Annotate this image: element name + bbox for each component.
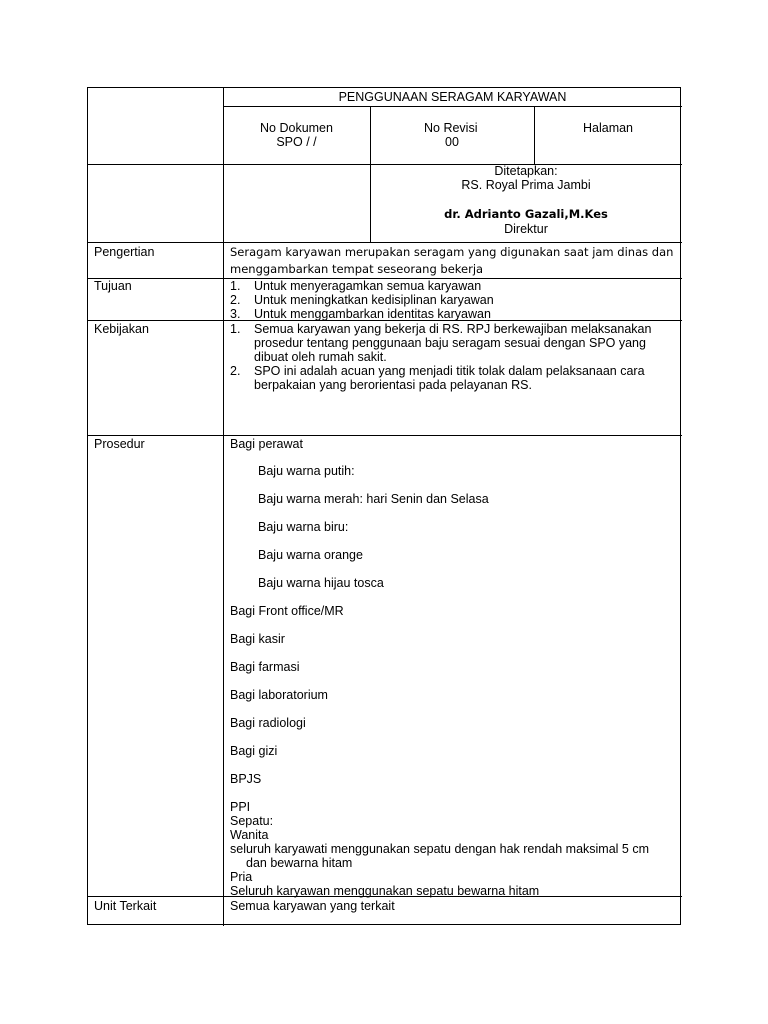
list-number: 1. (230, 322, 241, 336)
no-revisi-value: 00 (445, 135, 459, 149)
label-column-divider (223, 88, 224, 926)
header-column-divider-2 (534, 106, 535, 164)
pengertian-label: Pengertian (94, 245, 155, 259)
wanita-heading: Wanita (230, 828, 269, 842)
list-number: 2. (230, 364, 241, 378)
no-dokumen-label: No Dokumen (260, 121, 333, 135)
perawat-item: Baju warna hijau tosca (258, 576, 384, 590)
signatory-title: Direktur (504, 222, 548, 236)
pria-rule: Seluruh karyawan menggunakan sepatu bewarna hitam (230, 884, 540, 898)
list-text-line: berpakaian yang berorientasi pada pelayanan RS. (254, 378, 532, 392)
list-number: 2. (230, 293, 241, 307)
wanita-rule-line-2: dan bewarna hitam (246, 856, 353, 870)
wanita-rule-line-1: seluruh karyawati menggunakan sepatu dengan hak rendah maksimal 5 cm (230, 842, 649, 856)
bagi-perawat: Bagi perawat (230, 437, 303, 451)
list-text-line: Semua karyawan yang bekerja di RS. RPJ berkewajiban melaksanakan (254, 322, 652, 336)
sepatu-heading: Sepatu: (230, 814, 274, 828)
group-item: Bagi Front office/MR (230, 604, 344, 618)
list-text: Untuk meningkatkan kedisiplinan karyawan (254, 293, 494, 307)
group-item: BPJS (230, 772, 262, 786)
group-item: PPI (230, 800, 251, 814)
list-text: Untuk menggambarkan identitas karyawan (254, 307, 491, 321)
halaman-label: Halaman (582, 121, 634, 135)
perawat-item: Baju warna merah: hari Senin dan Selasa (258, 492, 489, 506)
list-text-line: dibuat oleh rumah sakit. (254, 350, 387, 364)
unit-terkait-label: Unit Terkait (94, 899, 157, 913)
prosedur-label: Prosedur (94, 437, 145, 451)
list-text-line: prosedur tentang penggunaan baju seragam sesuai dengan SPO yang (254, 336, 646, 350)
no-revisi-label: No Revisi (424, 121, 478, 135)
perawat-item: Baju warna putih: (258, 464, 355, 478)
signature-row-divider (88, 242, 682, 243)
signatory-name: dr. Adrianto Gazali,M.Kes (444, 207, 608, 221)
kebijakan-label: Kebijakan (94, 322, 149, 336)
pria-heading: Pria (230, 870, 253, 884)
group-item: Bagi farmasi (230, 660, 300, 674)
pengertian-text-line-2: menggambarkan tempat seseorang bekerja (230, 262, 484, 276)
list-number: 1. (230, 279, 241, 293)
perawat-item: Baju warna orange (258, 548, 363, 562)
group-item: Bagi radiologi (230, 716, 306, 730)
perawat-item: Baju warna biru: (258, 520, 349, 534)
sop-document (87, 87, 681, 925)
list-text: Untuk menyeragamkan semua karyawan (254, 279, 482, 293)
no-dokumen-value: SPO / / (276, 135, 317, 149)
group-item: Bagi laboratorium (230, 688, 328, 702)
header-title-divider (223, 106, 682, 107)
document-title: PENGGUNAAN SERAGAM KARYAWAN (338, 90, 567, 104)
group-item: Bagi gizi (230, 744, 278, 758)
group-item: Bagi kasir (230, 632, 285, 646)
unit-terkait-value: Semua karyawan yang terkait (230, 899, 395, 913)
ditetapkan-label: Ditetapkan: (494, 164, 558, 178)
tujuan-label: Tujuan (94, 279, 132, 293)
list-number: 3. (230, 307, 241, 321)
list-text-line: SPO ini adalah acuan yang menjadi titik tolak dalam pelaksanaan cara (254, 364, 645, 378)
pengertian-text-line-1: Seragam karyawan merupakan seragam yang digunakan saat jam dinas dan (230, 245, 674, 259)
kebijakan-divider (88, 435, 682, 436)
institution-name: RS. Royal Prima Jambi (461, 178, 591, 192)
